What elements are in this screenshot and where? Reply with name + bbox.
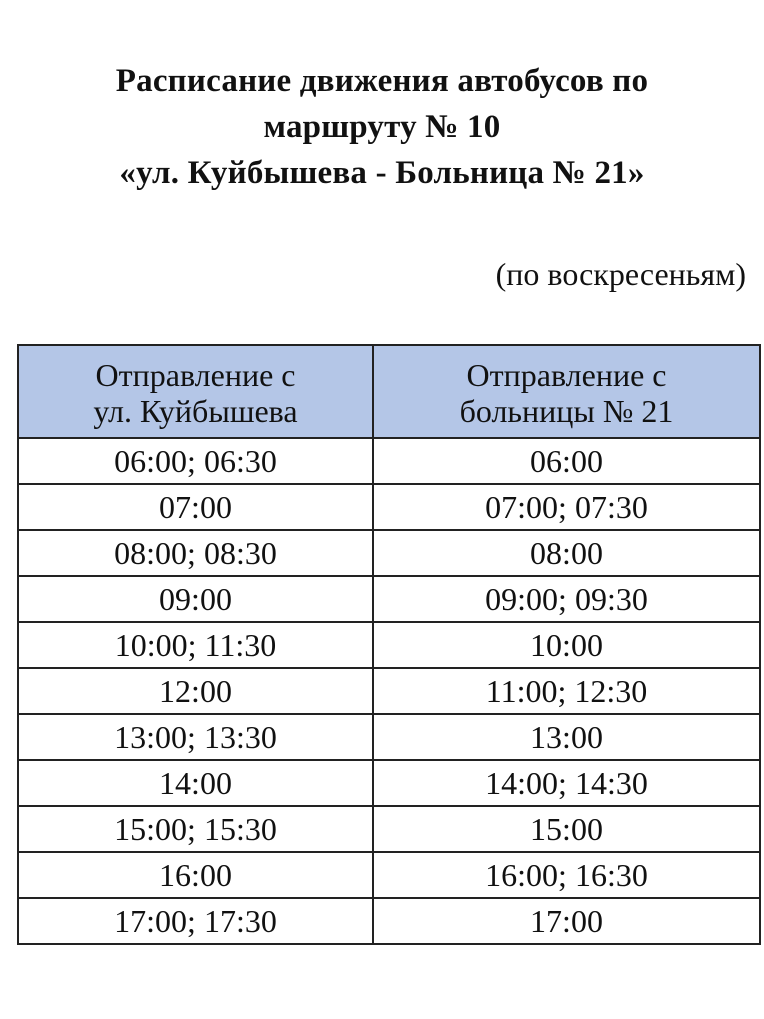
cell-departure-kuibysheva: 15:00; 15:30 — [18, 806, 373, 852]
title-line-1: Расписание движения автобусов по — [115, 63, 649, 99]
cell-departure-kuibysheva: 14:00 — [18, 760, 373, 806]
cell-departure-hospital: 13:00 — [373, 714, 760, 760]
table-row — [18, 806, 760, 852]
table-row — [18, 438, 760, 484]
header-line: больницы № 21 — [459, 392, 674, 429]
cell-departure-hospital: 16:00; 16:30 — [373, 852, 760, 898]
table-row — [18, 714, 760, 760]
table-row — [18, 622, 760, 668]
cell-departure-kuibysheva: 07:00 — [18, 484, 373, 530]
table-row — [18, 484, 760, 530]
cell-departure-hospital: 17:00 — [373, 898, 760, 944]
table-row — [18, 668, 760, 714]
cell-departure-kuibysheva: 12:00 — [18, 668, 373, 714]
table-row — [18, 760, 760, 806]
cell-departure-hospital: 10:00 — [373, 622, 760, 668]
cell-departure-kuibysheva: 06:00; 06:30 — [18, 438, 373, 484]
title-line-3: «ул. Куйбышева - Больница № 21» — [119, 155, 645, 191]
header-departure-hospital — [373, 345, 760, 438]
cell-departure-kuibysheva: 17:00; 17:30 — [18, 898, 373, 944]
title-line-2: маршруту № 10 — [263, 109, 501, 145]
header-line: ул. Куйбышева — [93, 392, 298, 429]
cell-departure-hospital: 11:00; 12:30 — [373, 668, 760, 714]
table-row — [18, 852, 760, 898]
schedule-subtitle: (по воскресеньям) — [495, 256, 746, 292]
cell-departure-hospital: 07:00; 07:30 — [373, 484, 760, 530]
cell-departure-hospital: 08:00 — [373, 530, 760, 576]
cell-departure-kuibysheva: 13:00; 13:30 — [18, 714, 373, 760]
table-row — [18, 530, 760, 576]
cell-departure-hospital: 15:00 — [373, 806, 760, 852]
cell-departure-kuibysheva: 10:00; 11:30 — [18, 622, 373, 668]
cell-departure-hospital: 06:00 — [373, 438, 760, 484]
header-line: Отправление с — [95, 356, 296, 393]
table-header-row — [18, 345, 760, 438]
schedule-body — [18, 438, 760, 944]
header-line: Отправление с — [466, 356, 667, 393]
table-row — [18, 898, 760, 944]
schedule-title — [0, 58, 764, 196]
cell-departure-hospital: 14:00; 14:30 — [373, 760, 760, 806]
table-row — [18, 576, 760, 622]
cell-departure-kuibysheva: 09:00 — [18, 576, 373, 622]
cell-departure-hospital: 09:00; 09:30 — [373, 576, 760, 622]
schedule-table — [17, 344, 761, 945]
cell-departure-kuibysheva: 16:00 — [18, 852, 373, 898]
cell-departure-kuibysheva: 08:00; 08:30 — [18, 530, 373, 576]
header-departure-kuibysheva — [18, 345, 373, 438]
